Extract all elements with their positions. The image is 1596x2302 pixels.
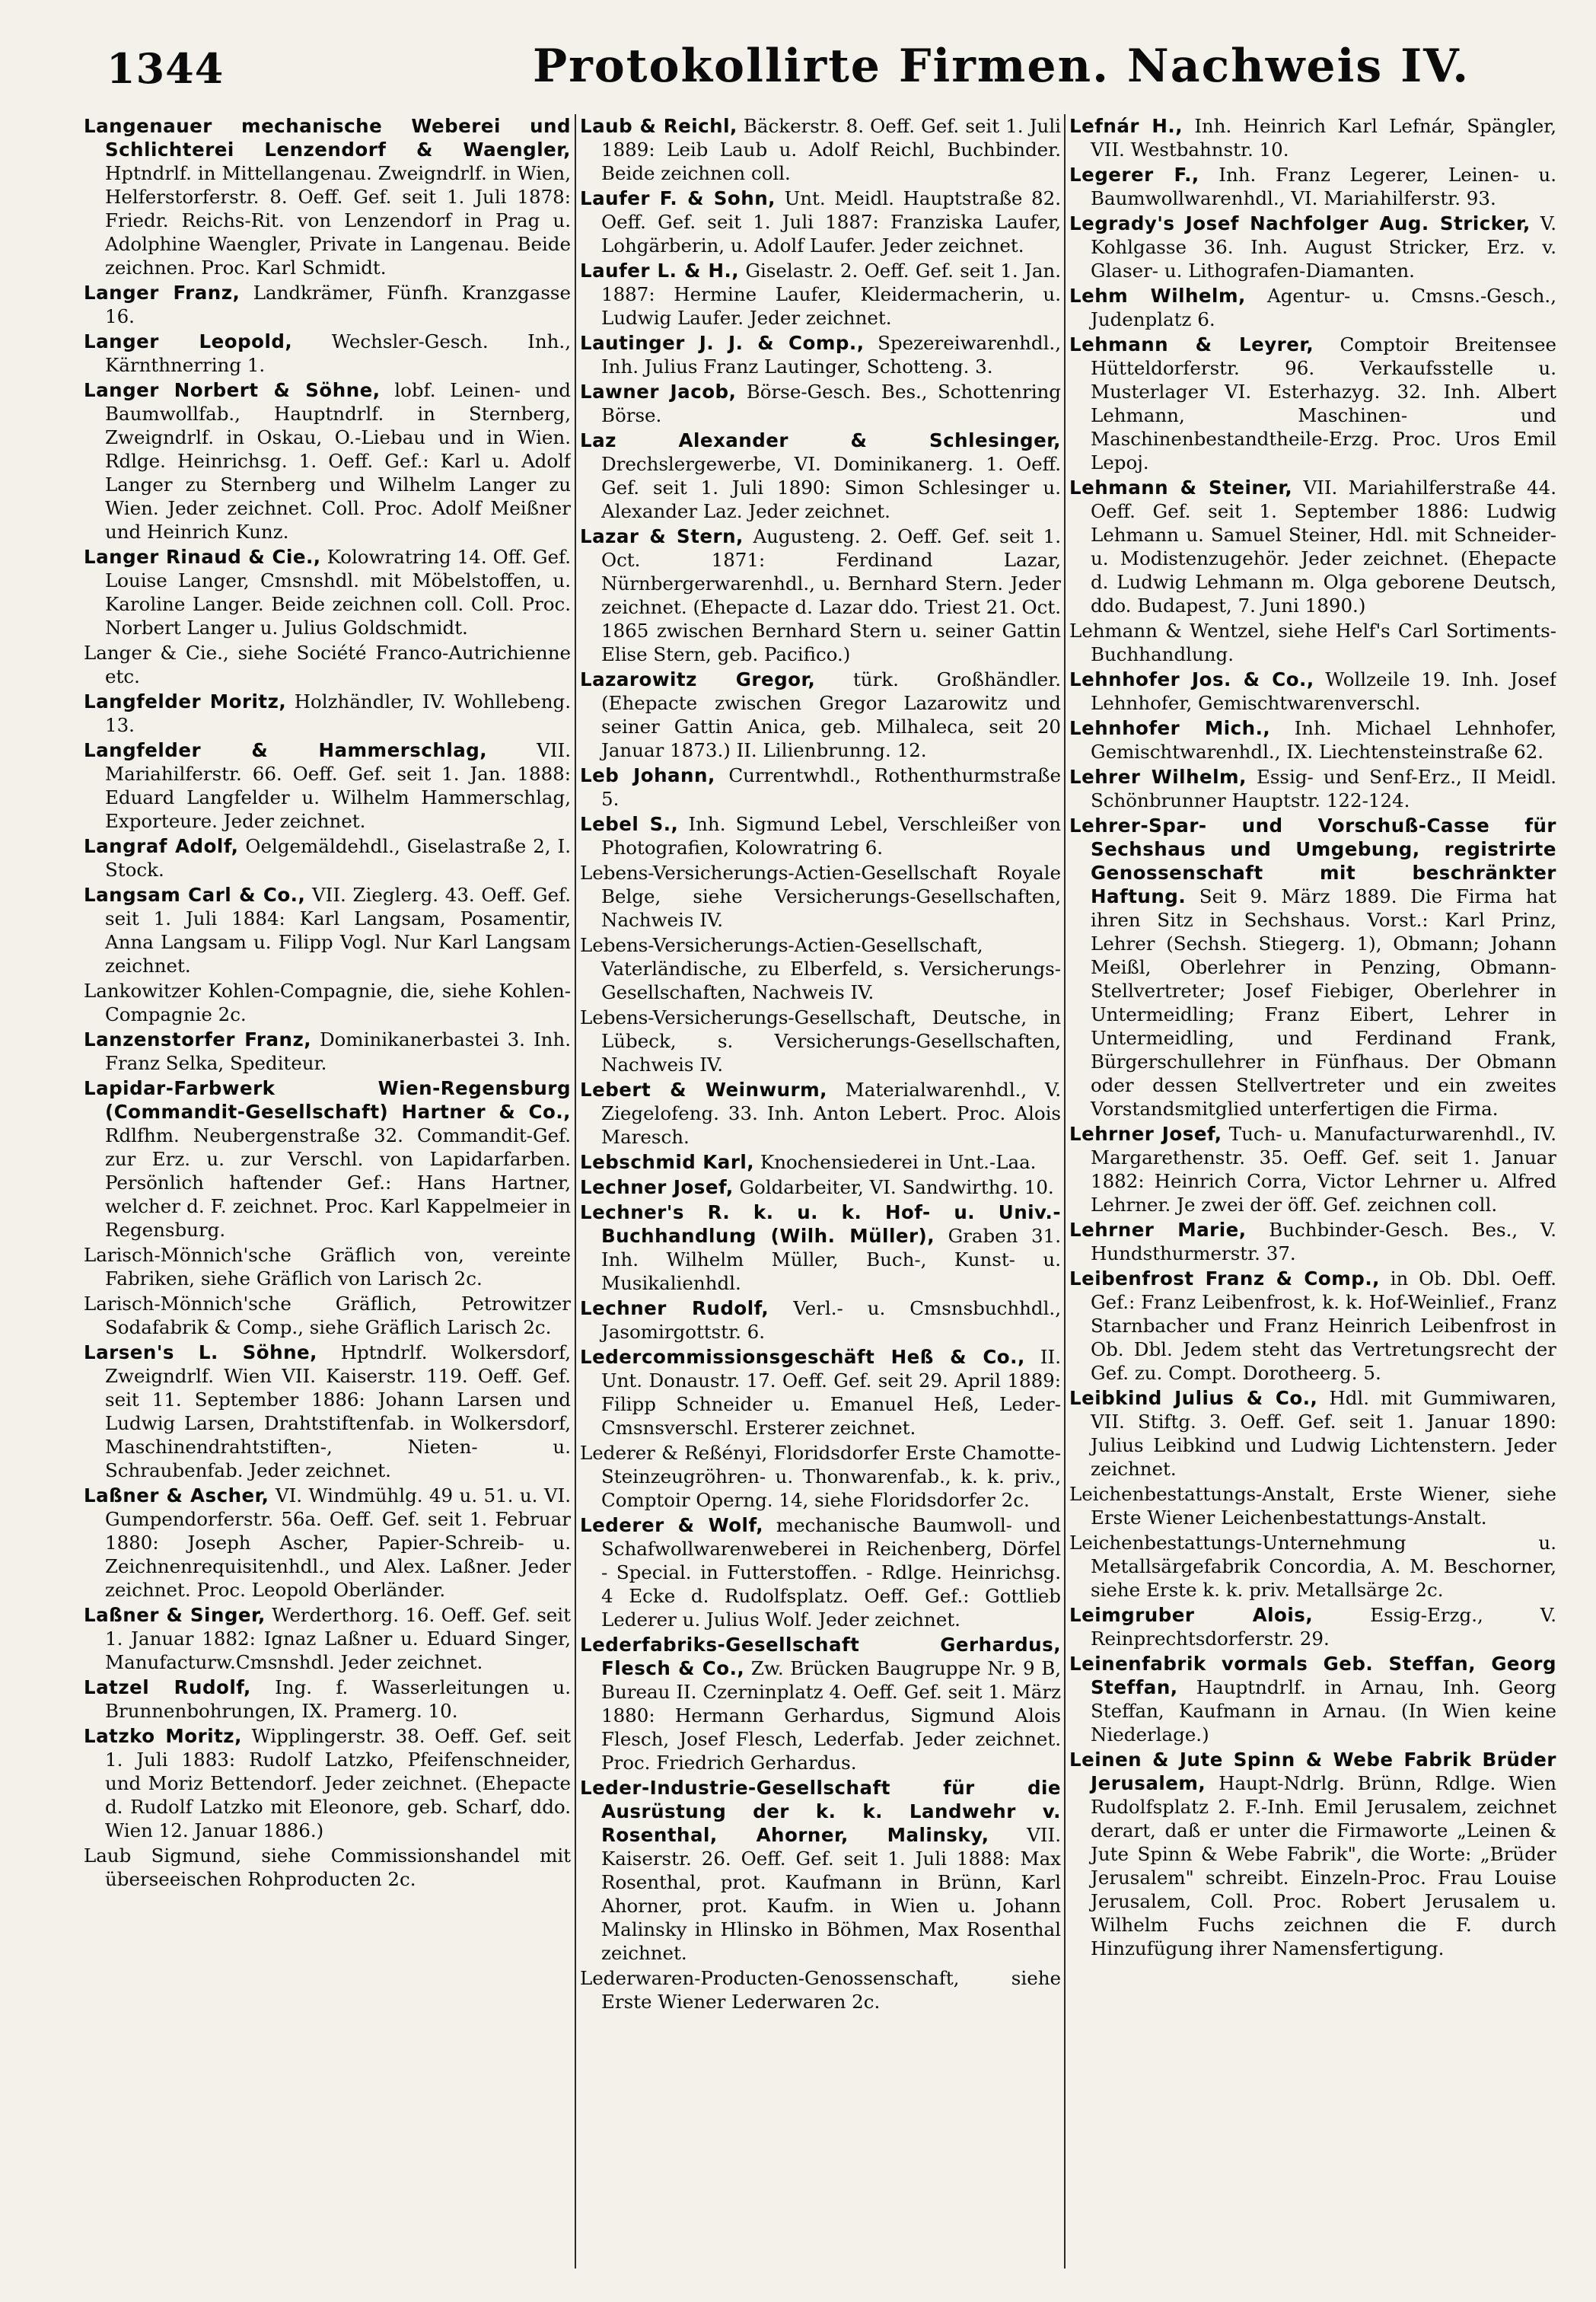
firm-name: Lehm Wilhelm, [1069,285,1246,307]
entry-text: Langer & Cie., siehe Société Franco-Autrichienne etc. [84,642,571,687]
entry-text: lobf. Leinen- und Baumwollfab., Hauptndrlf. in Sternberg, Zweigndrlf. in Oskau, O.-Liebau und in Wien. Rdlge. Heinrichsg. 1. Oeff. Gef.: Karl u. Adolf Langer zu Sternberg und Wilhelm Langer zu Wien. Jeder zeichnet. Coll. Proc. Adolf Meißner und Heinrich Kunz. [105,379,571,543]
entry-text: Graben 31. Inh. Wilhelm Müller, Buch-, Kunst- u. Musikalienhdl. [601,1225,1061,1294]
firm-name: Leimgruber Alois, [1069,1604,1314,1626]
directory-entry [1069,1482,1556,1529]
page-title: Protokollirte Firmen. Nachweis IV. [533,40,1470,93]
entry-text: Lankowitzer Kohlen-Compagnie, die, siehe Kohlen-Compagnie 2c. [84,980,571,1025]
entry-text: Buchbinder-Gesch. Bes., V. Hundsthurmerstr. 37. [1091,1219,1556,1264]
directory-entry [580,1175,1061,1199]
firm-name: Leibenfrost Franz & Comp., [1069,1267,1380,1290]
directory-entry [580,764,1061,811]
firm-name: Langsam Carl & Co., [84,884,306,906]
directory-entry [580,1006,1061,1076]
firm-name: Lawner Jacob, [580,381,737,403]
directory-entry [1069,1122,1556,1216]
directory-entry [580,187,1061,257]
firm-name: Lechner Josef, [580,1176,734,1198]
firm-name: Langfelder & Hammerschlag, [84,739,488,761]
firm-name: Langenauer mechanische Weberei und Schlichterei Lenzendorf & Waengler, [84,115,571,161]
firm-name: Leinen & Jute Spinn & Webe Fabrik Brüder Jerusalem, [1069,1749,1556,1794]
directory-entry [84,378,571,544]
entry-text: II. Unt. Donaustr. 17. Oeff. Gef. seit 29. April 1889: Filipp Schneider u. Emanuel Heß, Leder-Cmsnsverschl. Ersterer zeichnet. [601,1346,1061,1439]
directory-entry [580,259,1061,330]
firm-name: Langer Norbert & Söhne, [84,379,381,401]
firm-name: Lebert & Weinwurm, [580,1079,827,1101]
directory-entry [580,933,1061,1004]
entry-text: Agentur- u. Cmsns.-Gesch., Judenplatz 6. [1091,285,1556,330]
firm-name: Lebschmid Karl, [580,1151,755,1173]
firm-name: Lautinger J. J. & Comp., [580,332,865,354]
page-header [0,0,1596,99]
directory-entry [580,1441,1061,1512]
directory-entry [580,1633,1061,1774]
entry-text: VII. Zieglerg. 43. Oeff. Gef. seit 1. Juli 1884: Karl Langsam, Posamentir, Anna Langsam u. Filipp Vogl. Nur Karl Langsam zeichnet. [105,884,571,977]
entry-text: Lederwaren-Producten-Genossenschaft, siehe Erste Wiener Lederwaren 2c. [580,1967,1061,2013]
firm-name: Laßner & Ascher, [84,1484,269,1507]
directory-entry [580,1513,1061,1631]
firm-name: Laz Alexander & Schlesinger, [580,429,1061,451]
entry-text: Rdlfhm. Neubergenstraße 32. Commandit-Gef. zur Erz. u. zur Verschl. von Lapidarfarben. Persönlich haftender Gef.: Hans Hartner, welcher d. F. zeichnet. Proc. Karl Kappelmeier in Regensburg. [105,1124,571,1241]
firm-name: Legrady's Josef Nachfolger Aug. Stricker, [1069,212,1531,234]
directory-entry [580,668,1061,762]
directory-entry [84,1341,571,1482]
page-number: 1344 [107,44,225,93]
firm-name: Lehnhofer Mich., [1069,717,1271,739]
firm-name: Laufer L. & H., [580,260,740,282]
directory-entry [1069,284,1556,331]
firm-name: Leibkind Julius & Co., [1069,1387,1318,1409]
entry-text: Seit 9. März 1889. Die Firma hat ihren Sitz in Sechshaus. Vorst.: Karl Prinz, Lehrer (Sechsh. Stiegerg. 1), Obmann; Johann Meißl, Oberlehrer in Penzing, Obmann-Stellvertreter; Josef Fiebiger, Oberlehrer in Untermeidling; Franz Eibert, Lehrer in Untermeidling, und Ferdinand Frank, Bürgerschullehrer in Fünfhaus. Der Obmann oder dessen Stellvertreter und ein zweites Vorstandsmitglied unterfertigen die Firma. [1091,885,1556,1120]
directory-entry [84,1028,571,1075]
column-left [84,114,571,2291]
entry-text: Larisch-Mönnich'sche Gräflich von, vereinte Fabriken, siehe Gräflich von Larisch 2c. [84,1244,571,1290]
entry-text: Spezereiwarenhdl., Inh. Julius Franz Lautinger, Schotteng. 3. [601,332,1061,378]
directory-entry [84,114,571,279]
entry-text: Landkrämer, Fünfh. Kranzgasse 16. [105,282,571,327]
directory-entry [84,1675,571,1723]
entry-text: türk. Großhändler. (Ehepacte zwischen Gregor Lazarowitz und seiner Gattin Anica, geb. Milhaleca, seit 20 Januar 1873.) II. Lilienbrunng. 12. [601,668,1061,761]
entry-text: Hdl. mit Gummiwaren, VII. Stiftg. 3. Oeff. Gef. seit 1. Januar 1890: Julius Leibkind und Ludwig Lichtenstern. Jeder zeichnet. [1091,1387,1556,1480]
directory-entry [1069,814,1556,1121]
directory-entry [84,641,571,688]
directory-entry [84,330,571,377]
directory-entry [580,1345,1061,1440]
directory-entry [1069,619,1556,666]
directory-entry [1069,114,1556,161]
entry-text: Zw. Brücken Baugruppe Nr. 9 B, Bureau II. Czerninplatz 4. Oeff. Gef. seit 1. März 1880: Hermann Gerhardus, Sigmund Alois Flesch, Josef Flesch, Lederfab. Jeder zeichnet. Proc. Friedrich Gerhardus. [601,1657,1061,1774]
directory-entry [1069,333,1556,474]
firm-name: Lapidar-Farbwerk Wien-Regensburg (Commandit-Gesellschaft) Hartner & Co., [84,1077,571,1123]
firm-name: Lehrer Wilhelm, [1069,766,1247,788]
entry-text: Knochensiederei in Unt.-Laa. [760,1151,1037,1173]
entry-text: Laub Sigmund, siehe Commissionshandel mit überseeischen Rohproducten 2c. [84,1844,571,1890]
entry-text: Haupt-Ndrlg. Brünn, Rdlge. Wien Rudolfsplatz 2. F.-Inh. Emil Jerusalem, zeichnet derart, daß er unter die Firmaworte „Leinen & Jute Spinn & Webe Fabrik", die Worte: „Brüder Jerusalem" schreibt. Einzeln-Proc. Frau Louise Jerusalem, Coll. Proc. Robert Jerusalem u. Wilhelm Fuchs zeichnen die F. durch Hinzufügung ihrer Namensfertigung. [1091,1772,1556,1959]
directory-entry [1069,1267,1556,1385]
directory-entry [580,1776,1061,1965]
entry-text: Goldarbeiter, VI. Sandwirthg. 10. [739,1176,1054,1198]
firm-name: Lechner Rudolf, [580,1297,769,1319]
entry-text: Giselastr. 2. Oeff. Gef. seit 1. Jan. 1887: Hermine Laufer, Kleidermacherin, u. Ludwig Laufer. Jeder zeichnet. [601,260,1061,329]
firm-name: Lehrer-Spar- und Vorschuß-Casse für Sechshaus und Umgebung, registrirte Genossenschaft mit beschränkter Haftung. [1069,815,1556,907]
entry-text: Inh. Sigmund Lebel, Verschleißer von Photografien, Kolowratring 6. [601,813,1061,859]
directory-entry [580,1200,1061,1295]
firm-name: Larsen's L. Söhne, [84,1341,317,1363]
firm-name: Lechner's R. k. u. k. Hof- u. Univ.-Buchhandlung (Wilh. Müller), [580,1201,1061,1247]
directory-entry [1069,1652,1556,1746]
entry-text: Drechslergewerbe, VI. Dominikanerg. 1. Oeff. Gef. seit 1. Juli 1890: Simon Schlesinger u. Alexander Laz. Jeder zeichnet. [601,453,1061,522]
firm-name: Lehrner Josef, [1069,1123,1222,1145]
directory-entry [84,1292,571,1339]
firm-name: Langer Leopold, [84,330,293,352]
firm-name: Latzko Moritz, [84,1725,242,1747]
firm-name: Laufer F. & Sohn, [580,187,776,209]
entry-text: Wipplingerstr. 38. Oeff. Gef. seit 1. Juli 1883: Rudolf Latzko, Pfeifenschneider, und Moriz Bettendorf. Jeder zeichnet. (Ehepacte d. Rudolf Latzko mit Eleonore, geb. Scharf, ddo. Wien 12. Januar 1886.) [105,1725,571,1841]
entry-text: Leichenbestattungs-Anstalt, Erste Wiener, siehe Erste Wiener Leichenbestattungs-Anstalt. [1069,1483,1556,1529]
firm-name: Lehrner Marie, [1069,1219,1247,1241]
column-divider [1064,114,1066,2269]
directory-entry [1069,765,1556,812]
firm-name: Lehmann & Steiner, [1069,477,1293,499]
directory-entry [1069,163,1556,210]
directory-entry [580,1966,1061,2013]
entry-text: Essig-Erzg., V. Reinprechtsdorferstr. 29. [1091,1604,1556,1650]
entry-text: Lebens-Versicherungs-Gesellschaft, Deutsche, in Lübeck, s. Versicherungs-Gesellschaften, Nachweis IV. [580,1006,1061,1076]
directory-entry [580,1296,1061,1344]
directory-entry [1069,1531,1556,1602]
firm-name: Ledercommissionsgeschäft Heß & Co., [580,1346,1025,1368]
firm-name: Legerer F., [1069,164,1199,186]
directory-entry [1069,1748,1556,1960]
firm-name: Laub & Reichl, [580,115,737,137]
directory-entry [84,1076,571,1242]
entry-text: VII. Mariahilferstr. 66. Oeff. Gef. seit 1. Jan. 1888: Eduard Langfelder u. Wilhelm Hammerschlag, Exporteure. Jeder zeichnet. [105,739,571,832]
firm-name: Lederfabriks-Gesellschaft Gerhardus, Flesch & Co., [580,1634,1061,1679]
firm-name: Leinenfabrik vormals Geb. Steffan, Georg Steffan, [1069,1653,1556,1698]
firm-name: Lazarowitz Gregor, [580,668,816,690]
entry-text: Tuch- u. Manufacturwarenhdl., IV. Margarethenstr. 35. Oeff. Gef. seit 1. Januar 1882: Heinrich Corra, Victor Lehrner u. Alfred Lehrner. Je zwei der öff. Gef. zeichnen coll. [1091,1123,1556,1216]
directory-entry [84,883,571,977]
directory-entry [84,281,571,328]
firm-name: Lanzenstorfer Franz, [84,1028,312,1051]
firm-name: Lehmann & Leyrer, [1069,333,1314,356]
firm-name: Lehnhofer Jos. & Co., [1069,668,1314,690]
directory-entry [1069,1218,1556,1265]
column-middle [580,114,1061,2291]
directory-entry [1069,1386,1556,1481]
firm-name: Laßner & Singer, [84,1604,266,1626]
entry-text: Currentwhdl., Rothenthurmstraße 5. [601,764,1061,810]
entry-text: Inh. Heinrich Karl Lefnár, Spängler, VII. Westbahnstr. 10. [1091,115,1556,161]
directory-entry [580,1150,1061,1174]
entry-text: VII. Kaiserstr. 26. Oeff. Gef. seit 1. Juli 1888: Max Rosenthal, prot. Kaufmann in Brünn, Karl Ahorner, prot. Kaufm. in Wien u. Johann Malinsky in Hlinsko in Böhmen, Max Rosenthal zeichnet. [601,1824,1061,1964]
firm-name: Leder-Industrie-Gesellschaft für die Ausrüstung der k. k. Landwehr v. Rosenthal, Ahorner, Malinsky, [580,1777,1061,1846]
entry-text: Augusteng. 2. Oeff. Gef. seit 1. Oct. 1871: Ferdinand Lazar, Nürnbergerwarenhdl., u. Bernhard Stern. Jeder zeichnet. (Ehepacte d. Lazar ddo. Triest 21. Oct. 1865 zwischen Bernhard Stern u. seiner Gattin Elise Stern, geb. Pacifico.) [601,525,1061,665]
directory-entry [84,1844,571,1891]
directory-entry [84,545,571,639]
column-right [1069,114,1556,2291]
firm-name: Leb Johann, [580,764,715,786]
entry-text: Unt. Meidl. Hauptstraße 82. Oeff. Gef. seit 1. Juli 1887: Franziska Laufer, Lohgärberin, u. Adolf Laufer. Jeder zeichnet. [601,187,1061,257]
directory-entry [84,1243,571,1290]
column-divider [575,114,576,2269]
entry-text: Bäckerstr. 8. Oeff. Gef. seit 1. Juli 1889: Leib Laub u. Adolf Reichl, Buchbinder. Beide zeichnen coll. [601,115,1061,184]
firm-name: Langer Franz, [84,282,241,304]
directory-entry [84,1603,571,1674]
entry-text: Hptndrlf. in Mittellangenau. Zweigndrlf. in Wien, Helferstorferstr. 8. Oeff. Gef. seit 1. Juli 1878: Friedr. Reichs-Rit. von Lenzendorf in Prag u. Adolphine Waengler, Private in Langenau. Beide zeichnen. Proc. Karl Schmidt. [105,162,571,279]
entry-text: Werderthorg. 16. Oeff. Gef. seit 1. Januar 1882: Ignaz Laßner u. Eduard Singer, Manufacturw.Cmsnshdl. Jeder zeichnet. [105,1604,571,1673]
entry-text: VII. Mariahilferstraße 44. Oeff. Gef. seit 1. September 1886: Ludwig Lehmann u. Samuel Steiner, Hdl. mit Schneider- u. Modistenzugehör. Jeder zeichnet. (Ehepacte d. Ludwig Lehmann m. Olga geborene Deutsch, ddo. Budapest, 7. Juni 1890.) [1091,477,1556,617]
entry-text: Kolowratring 14. Off. Gef. Louise Langer, Cmsnshdl. mit Möbelstoffen, u. Karoline Langer. Beide zeichnen coll. Coll. Proc. Norbert Langer u. Julius Goldschmidt. [105,546,571,639]
directory-entry [84,979,571,1026]
firm-name: Langraf Adolf, [84,835,239,857]
firm-name: Lefnár H., [1069,115,1183,137]
entry-text: Comptoir Breitensee Hütteldorferstr. 96. Verkaufsstelle u. Musterlager VI. Esterhazyg. 32. Inh. Albert Lehmann, Maschinen- und Maschinenbestandtheile-Erzg. Proc. Uros Emil Lepoj. [1091,333,1556,473]
entry-text: Dominikanerbastei 3. Inh. Franz Selka, Spediteur. [105,1028,571,1074]
entry-text: V. Kohlgasse 36. Inh. August Stricker, Erz. v. Glaser- u. Lithografen-Diamanten. [1091,212,1556,282]
entry-text: Lederer & Reßényi, Floridsdorfer Erste Chamotte-Steinzeugröhren- u. Thonwarenfab., k. k. priv., Comptoir Operng. 14, siehe Floridsdorfer 2c. [580,1442,1061,1511]
entry-text: Essig- und Senf-Erz., II Meidl. Schönbrunner Hauptstr. 122-124. [1091,766,1556,811]
directory-entry [580,861,1061,932]
entry-text: Larisch-Mönnich'sche Gräflich, Petrowitzer Sodafabrik & Comp., siehe Gräflich Larisch 2c. [84,1293,571,1338]
directory-entry [580,524,1061,666]
entry-text: Oelgemäldehdl., Giselastraße 2, I. Stock. [105,835,571,881]
directory-entry [1069,668,1556,715]
firm-name: Langer Rinaud & Cie., [84,546,321,568]
entry-text: Lebens-Versicherungs-Actien-Gesellschaft Royale Belge, siehe Versicherungs-Gesellschaften, Nachweis IV. [580,862,1061,931]
entry-text: mechanische Baumwoll- und Schafwollwarenweberei in Reichenberg, Dörfel - Special. in Futterstoffen. - Rdlge. Heinrichsg. 4 Ecke d. Rudolfsplatz. Oeff. Gef.: Gottlieb Lederer u. Julius Wolf. Jeder zeichnet. [601,1514,1061,1631]
entry-text: Lebens-Versicherungs-Actien-Gesellschaft, Vaterländische, zu Elberfeld, s. Versicherungs-Gesellschaften, Nachweis IV. [580,934,1061,1003]
firm-name: Langfelder Moritz, [84,690,287,713]
directory-entry [580,812,1061,859]
entry-text: in Ob. Dbl. Oeff. Gef.: Franz Leibenfrost, k. k. Hof-Weinlief., Franz Starnbacher und Franz Heinrich Leibenfrost in Ob. Dbl. Jedem steht das Vertretungsrecht der Gef. zu. Compt. Dorotheerg. 5. [1091,1267,1556,1384]
directory-entry [1069,476,1556,617]
firm-name: Lederer & Wolf, [580,1514,764,1536]
firm-name: Lazar & Stern, [580,525,744,547]
entry-text: Ing. f. Wasserleitungen u. Brunnenbohrungen, IX. Pramerg. 10. [105,1676,571,1722]
directory-entry [1069,212,1556,282]
directory-entry [580,429,1061,523]
firm-name: Latzel Rudolf, [84,1676,251,1698]
directory-entry [84,1724,571,1842]
directory-entry [580,380,1061,427]
directory-entry [84,1484,571,1602]
entry-text: VI. Windmühlg. 49 u. 51. u. VI. Gumpendorferstr. 56a. Oeff. Gef. seit 1. Februar 1880: Joseph Ascher, Papier-Schreib- u. Zeichnenrequisitenhdl., und Alex. Laßner. Jeder zeichnet. Proc. Leopold Oberländer. [105,1484,571,1601]
entry-text: Inh. Michael Lehnhofer, Gemischtwarenhdl., IX. Liechtensteinstraße 62. [1091,717,1556,763]
entry-text: Verl.- u. Cmsnsbuchhdl., Jasomirgottstr. 6. [601,1297,1061,1343]
entry-text: Materialwarenhdl., V. Ziegelofeng. 33. Inh. Anton Lebert. Proc. Alois Maresch. [601,1079,1061,1148]
directory-entry [1069,716,1556,764]
entry-text: Inh. Franz Legerer, Leinen- u. Baumwollwarenhdl., VI. Mariahilferstr. 93. [1091,164,1556,209]
directory-entry [84,690,571,737]
directory-entry [1069,1603,1556,1650]
entry-text: Wollzeile 19. Inh. Josef Lehnhofer, Gemischtwarenverschl. [1091,668,1556,714]
entry-text: Hptndrlf. Wolkersdorf, Zweigndrlf. Wien VII. Kaiserstr. 119. Oeff. Gef. seit 11. September 1886: Johann Larsen und Ludwig Larsen, Drahtstiftenfab. in Wolkersdorf, Maschinendrahtstiften-, Nieten- u. Schraubenfab. Jeder zeichnet. [105,1341,571,1481]
entry-text: Leichenbestattungs-Unternehmung u. Metallsärgefabrik Concordia, A. M. Beschorner, siehe Erste k. k. priv. Metallsärge 2c. [1069,1532,1556,1601]
entry-text: Börse-Gesch. Bes., Schottenring Börse. [601,381,1061,426]
entry-text: Wechsler-Gesch. Inh., Kärnthnerring 1. [105,330,571,376]
entry-text: Lehmann & Wentzel, siehe Helf's Carl Sortiments-Buchhandlung. [1069,620,1556,665]
directory-entry [580,114,1061,185]
firm-name: Lebel S., [580,813,679,835]
directory-entry [84,834,571,882]
directory-entry [84,738,571,833]
entry-text: Holzhändler, IV. Wohllebeng. 13. [105,690,571,736]
directory-entry [580,1078,1061,1149]
entry-text: Hauptndrlf. in Arnau, Inh. Georg Steffan, Kaufmann in Arnau. (In Wien keine Niederlage.) [1091,1676,1556,1746]
directory-entry [580,331,1061,378]
